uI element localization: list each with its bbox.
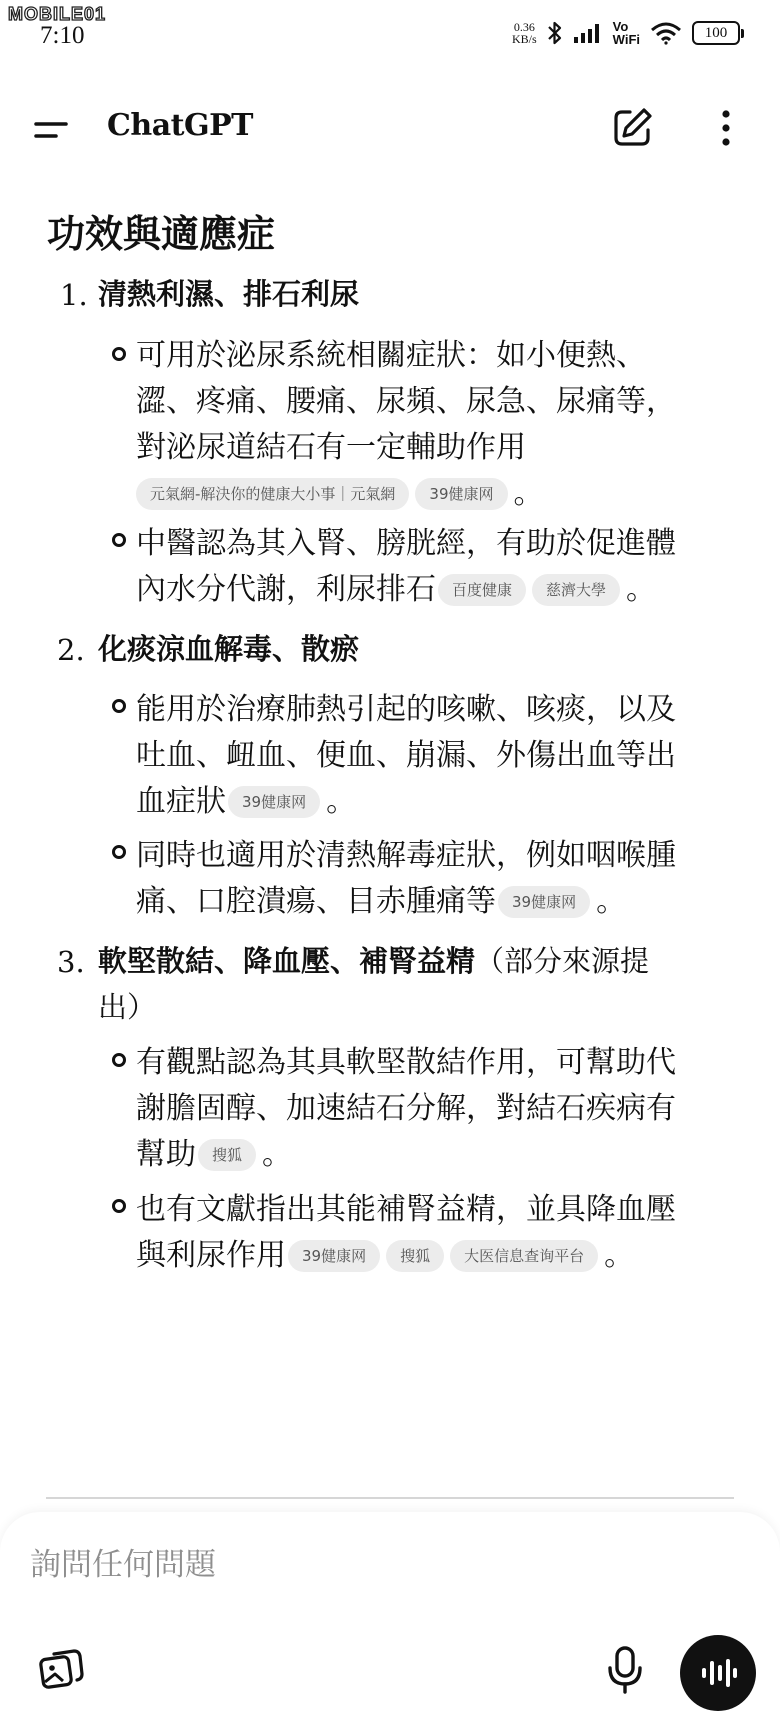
attach-image-button[interactable] <box>36 1644 86 1694</box>
more-vertical-icon <box>708 104 744 152</box>
text-line: 中醫認為其入腎、膀胱經，有助於促進體 <box>136 526 676 561</box>
status-bar <box>0 0 780 64</box>
list-item <box>136 687 716 825</box>
bullet-marker <box>112 533 126 547</box>
list-number: 3. <box>57 945 85 979</box>
bullet-marker <box>112 845 126 859</box>
vowifi-indicator <box>613 20 640 46</box>
source-chip[interactable]: 大医信息查询平台 <box>450 1240 598 1272</box>
wifi-icon <box>650 21 682 45</box>
text-line: 有觀點認為其具軟堅散結作用，可幫助代 <box>136 1045 676 1080</box>
text-line: 能用於治療肺熱引起的咳嗽、咳痰，以及 <box>136 692 676 727</box>
bluetooth-icon <box>547 20 563 46</box>
list-item <box>136 1187 716 1279</box>
source-chip[interactable]: 39健康网 <box>415 478 507 510</box>
watermark-logo: MOBILE01 <box>8 4 107 24</box>
list-item-title-note: 出） <box>98 990 157 1024</box>
source-chip[interactable]: 百度健康 <box>438 574 526 606</box>
list-item <box>136 333 716 517</box>
network-speed <box>512 21 537 45</box>
app-title: ChatGPT <box>107 108 253 143</box>
text-line: 痛、口腔潰瘍、目赤腫痛等 <box>136 884 496 919</box>
microphone-button[interactable] <box>600 1642 650 1696</box>
new-chat-button[interactable] <box>608 104 656 152</box>
text-line: 謝膽固醇、加速結石分解，對結石疾病有 <box>136 1091 676 1126</box>
chat-message <box>0 195 780 1495</box>
text-line: 血症狀 <box>136 784 226 819</box>
source-chip[interactable]: 搜狐 <box>386 1240 444 1272</box>
period: 。 <box>513 476 544 511</box>
period: 。 <box>604 1238 635 1273</box>
source-chip[interactable]: 39健康网 <box>228 786 320 818</box>
menu-button[interactable] <box>30 110 74 150</box>
text-line: 吐血、衄血、便血、崩漏、外傷出血等出 <box>136 738 676 773</box>
list-item <box>136 1040 716 1178</box>
divider <box>46 1497 734 1499</box>
text-line: 幫助 <box>136 1137 196 1172</box>
source-chip[interactable]: 元氣網-解決你的健康大小事｜元氣網 <box>136 478 409 510</box>
app-header <box>0 90 780 170</box>
network-speed-value: 0.36 <box>513 20 535 34</box>
text-line: 澀、疼痛、腰痛、尿頻、尿急、尿痛等， <box>136 384 676 419</box>
network-speed-unit: KB/s <box>511 32 537 46</box>
list-item <box>136 521 716 613</box>
text-line: 內水分代謝，利尿排石 <box>136 572 436 607</box>
signal-icon <box>573 22 603 44</box>
list-number: 1. <box>60 278 88 312</box>
status-icons <box>512 20 740 46</box>
bullet-marker <box>112 699 126 713</box>
microphone-icon <box>600 1642 650 1696</box>
vowifi-bottom: WiFi <box>612 32 640 47</box>
menu-icon <box>30 110 74 150</box>
list-item-title-text: 軟堅散結、降血壓、補腎益精 <box>98 944 476 978</box>
text-line: 與利尿作用 <box>136 1238 286 1273</box>
voice-mode-button[interactable] <box>680 1635 756 1711</box>
source-chip[interactable]: 慈濟大學 <box>532 574 620 606</box>
list-item-title <box>98 938 718 1030</box>
bullet-marker <box>112 1199 126 1213</box>
text-line: 對泌尿道結石有一定輔助作用 <box>136 430 526 465</box>
voice-mode-icon <box>698 1658 738 1688</box>
source-chip[interactable]: 搜狐 <box>198 1139 256 1171</box>
list-item-title: 清熱利濕、排石利尿 <box>98 277 360 311</box>
status-time: 7:10 <box>40 22 85 49</box>
vowifi-top: Vo <box>612 19 629 34</box>
section-heading: 功效與適應症 <box>47 212 276 256</box>
period: 。 <box>626 572 657 607</box>
new-chat-icon <box>608 104 656 152</box>
bullet-marker <box>112 1053 126 1067</box>
text-line: 同時也適用於清熱解毒症狀，例如咽喉腫 <box>136 838 676 873</box>
list-item-title-note: （部分來源提 <box>475 944 650 978</box>
text-line: 也有文獻指出其能補腎益精，並具降血壓 <box>136 1192 676 1227</box>
period: 。 <box>262 1137 293 1172</box>
list-item-title: 化痰涼血解毒、散瘀 <box>98 632 360 666</box>
composer <box>0 1512 780 1734</box>
bullet-marker <box>112 347 126 361</box>
source-chip[interactable]: 39健康网 <box>288 1240 380 1272</box>
more-options-button[interactable] <box>708 104 744 152</box>
message-input[interactable]: 詢問任何問題 <box>30 1547 216 1583</box>
battery-indicator: 100 <box>692 21 740 45</box>
list-number: 2. <box>57 633 85 667</box>
list-item <box>136 833 716 925</box>
text-line: 可用於泌尿系統相關症狀：如小便熱、 <box>136 338 646 373</box>
source-chip[interactable]: 39健康网 <box>498 886 590 918</box>
period: 。 <box>326 784 357 819</box>
image-attach-icon <box>36 1644 86 1694</box>
period: 。 <box>596 884 627 919</box>
